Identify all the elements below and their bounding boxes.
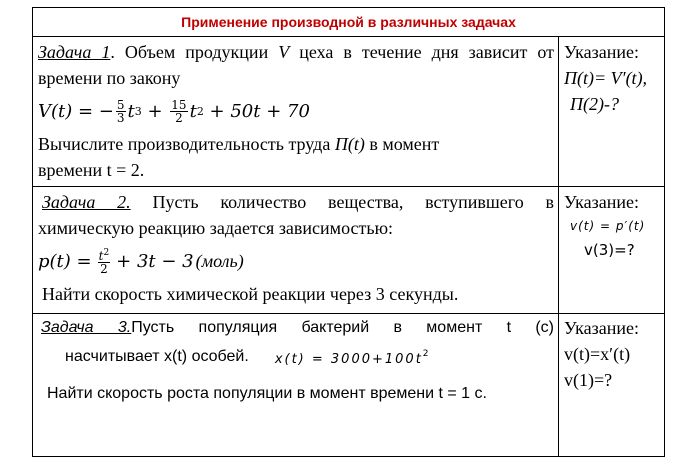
column-divider xyxy=(558,37,559,457)
fraction-5-3: $\frac{5}{3}$ xyxy=(116,97,125,125)
fraction-t2-2: $\frac{t^2}{2}$ xyxy=(98,248,110,276)
task1-cell xyxy=(38,39,554,186)
task1-hint-title: Указание: xyxy=(564,42,639,62)
task1-line4: Вычислите производительность труда П(t) в момент xyxy=(38,134,440,154)
fraction-15-2: $\frac{15}{2}$ xyxy=(171,97,187,125)
task2-formula: p(t) = $\frac{t^2}{2}$ + 3t − 3 (моль) xyxy=(38,248,244,276)
task1-hint-line1: П(t)= V′(t), xyxy=(564,68,648,88)
task2-line4: Найти скорость химической реакции через 3 секунды. xyxy=(42,284,459,304)
task3-hint xyxy=(564,315,664,457)
task1-label: Задача 1 xyxy=(38,42,111,62)
task3-label: Задача 3. xyxy=(41,319,132,336)
task2-line2: химическую реакцию задается зависимостью: xyxy=(38,218,394,238)
task3-formula: $x(t) = 3000+100t^2$ xyxy=(274,349,431,367)
task2-hint-line2: v(3)=? xyxy=(584,241,635,259)
task2-line1: Задача 2. Пусть количество вещества, вступившего в xyxy=(42,192,554,212)
task1-hint xyxy=(564,39,664,186)
task2-label: Задача 2. xyxy=(42,192,131,212)
task2-hint-line1: v(t) = p′(t) xyxy=(570,219,646,233)
task3-hint-title: Указание: xyxy=(564,318,639,338)
task2-cell xyxy=(38,189,554,313)
task3-line3: Найти скорость роста популяции в момент времени t = 1 c. xyxy=(47,385,487,402)
task3-line2: насчитывает x(t) особей. $x(t) = 3000+100t^2$ xyxy=(41,341,554,373)
task1-line5: времени t = 2. xyxy=(38,160,145,180)
task3-hint-line1: v(t)=x′(t) xyxy=(564,344,631,364)
task2-hint xyxy=(564,189,664,313)
task1-line1: Задача 1. Объем продукции V цеха в течение дня зависит от xyxy=(38,42,554,62)
task3-line1: Задача 3.Пусть популяция бактерий в момент t (c) xyxy=(41,319,554,336)
task-table xyxy=(32,7,665,457)
row-divider-1 xyxy=(33,186,664,187)
row-divider-2 xyxy=(33,313,664,314)
task1-line2: времени по закону xyxy=(38,68,181,88)
task2-hint-title: Указание: xyxy=(564,192,639,212)
task1-hint-line2: П(2)-? xyxy=(570,94,619,114)
task1-formula: V(t) = − $\frac{5}{3}$ t 3 + $\frac{15}{2}$ t 2 + 50t + 70 xyxy=(38,97,310,125)
table-title: Применение производной в различных задачах xyxy=(33,8,664,37)
task3-cell xyxy=(41,315,554,457)
task3-hint-line2: v(1)=? xyxy=(564,370,613,390)
